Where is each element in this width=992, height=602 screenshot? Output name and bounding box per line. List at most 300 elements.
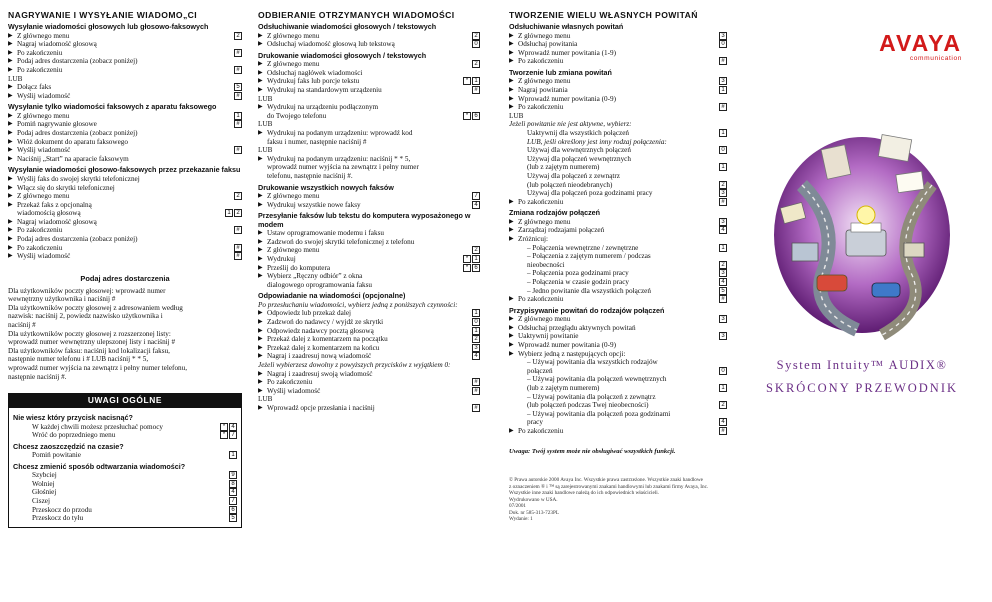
- step-text: Przekaż dalej z komentarzem na końcu: [267, 343, 380, 352]
- keypad-key: #: [719, 427, 727, 435]
- step-text: Z głównego menu: [17, 31, 70, 40]
- bullet-icon: ▶: [509, 58, 514, 65]
- key-group: [719, 287, 727, 295]
- keypad-key: 5: [229, 514, 237, 522]
- step-text: Wydrukuj faks lub porcje tekstu: [267, 77, 360, 86]
- key-group: [472, 309, 480, 317]
- bullet-icon: ▶: [8, 92, 13, 99]
- step-text: Po zakończeniu: [17, 48, 63, 57]
- bullet-icon: ▶: [509, 428, 514, 435]
- instruction-step: [8, 92, 242, 101]
- key-group: [229, 471, 237, 479]
- instruction-step: [8, 57, 242, 66]
- instruction-step: [8, 218, 242, 227]
- step-text: Nagraj wiadomość głosową: [17, 217, 97, 226]
- key-group: [719, 384, 727, 392]
- step-text: Wróć do poprzedniego menu: [32, 431, 116, 440]
- keypad-key: 4: [229, 423, 237, 431]
- step-text: – Połączenia poza godzinami pracy: [527, 269, 629, 278]
- key-group: [719, 261, 727, 269]
- step-text: Wprowadź numer powitania (0-9): [518, 94, 616, 103]
- key-group: [229, 497, 237, 505]
- key-group: [719, 40, 727, 48]
- bullet-icon: ▶: [509, 95, 514, 102]
- section-note: Jeżeli powitanie nie jest aktywne, wybierz:: [509, 120, 632, 129]
- bullet-icon: ▶: [258, 238, 263, 245]
- bullet-icon: [518, 358, 527, 359]
- bullet-icon: ▶: [258, 273, 263, 280]
- bullet-icon: ▶: [8, 155, 13, 162]
- key-group: [463, 264, 480, 272]
- step-text: Ustaw oprogramowanie modemu i faksu: [267, 229, 384, 238]
- keypad-key: 1: [234, 112, 242, 120]
- keypad-key: 4: [719, 278, 727, 286]
- step-text: – Połączenia z zajętym numerem / podczas: [527, 252, 651, 261]
- bullet-icon: ▶: [509, 316, 514, 323]
- step-text: Pomiń nagrywanie głosowe: [17, 120, 97, 129]
- step-text: Wydrukuj wszystkie nowe faksy: [267, 200, 361, 209]
- key-group: [719, 226, 727, 234]
- instruction-step: [509, 172, 727, 181]
- instruction-step: [509, 189, 727, 198]
- step-text: wiadomością głosową: [17, 209, 81, 218]
- instruction-step: [258, 86, 480, 95]
- bullet-icon: ▶: [8, 58, 13, 65]
- instruction-step: [258, 163, 480, 172]
- bullet-icon: [518, 244, 527, 245]
- instruction-step: [258, 77, 480, 86]
- instruction-step: [258, 255, 480, 264]
- key-group: [719, 244, 727, 252]
- bullet-icon: ▶: [509, 296, 514, 303]
- bullet-icon: ▶: [258, 32, 263, 39]
- step-text: pracy: [527, 418, 543, 427]
- bullet-icon: [8, 209, 17, 210]
- bullet-icon: [13, 471, 22, 472]
- bullet-icon: ▶: [258, 327, 263, 334]
- instruction-step: [509, 367, 727, 376]
- key-group: [234, 92, 242, 100]
- step-text: Wyślij faks do swojej skrytki telefonicznej: [17, 174, 140, 183]
- instruction-step: [258, 246, 480, 255]
- address-heading: Podaj adres dostarczenia: [80, 273, 170, 283]
- cover-panel: [740, 0, 984, 602]
- instruction-step: [13, 488, 237, 497]
- step-text: Po zakończeniu: [267, 378, 313, 387]
- instruction-step: [13, 480, 237, 489]
- bullet-icon: ▶: [258, 193, 263, 200]
- bullet-icon: ▶: [258, 264, 263, 271]
- key-group: [719, 77, 727, 85]
- step-text: Po zakończeniu: [518, 295, 564, 304]
- bullet-icon: [518, 252, 527, 253]
- instruction-step: [258, 309, 480, 318]
- or-label: LUB: [258, 94, 273, 103]
- product-name: System Intuity™ AUDIX®: [776, 358, 948, 372]
- instruction-step: [8, 49, 242, 58]
- bullet-icon: ▶: [509, 198, 514, 205]
- keypad-key: 7: [229, 497, 237, 505]
- bullet-icon: [13, 423, 22, 424]
- step-text: – Jedno powitanie dla wszystkich połączeń: [527, 286, 651, 295]
- system-note: Uwaga: Twój system może nie obsługiwać wszystkich funkcji.: [509, 447, 676, 455]
- bullet-icon: [518, 261, 527, 262]
- keypad-key: 9: [229, 471, 237, 479]
- key-group: [220, 431, 237, 439]
- key-group: [719, 332, 727, 340]
- key-group: [229, 514, 237, 522]
- step-text: Wyślij wiadomość: [17, 252, 71, 261]
- bullet-icon: ▶: [8, 138, 13, 145]
- keypad-key: 1: [472, 309, 480, 317]
- instruction-step: [509, 315, 727, 324]
- step-text: Szybciej: [32, 471, 57, 480]
- step-text: (lub połączeń nieodebranych): [527, 180, 613, 189]
- keypad-key: #: [234, 146, 242, 154]
- step-text: Wybierz jedną z następujących opcji:: [518, 349, 626, 358]
- key-group: [719, 315, 727, 323]
- bullet-icon: [13, 488, 22, 489]
- instruction-step: [258, 387, 480, 396]
- instruction-step: [8, 201, 242, 210]
- bullet-icon: [518, 163, 527, 164]
- instruction-step: [8, 66, 242, 75]
- key-group: [719, 86, 727, 94]
- key-group: [225, 209, 242, 217]
- instruction-step: [509, 401, 727, 410]
- bullet-icon: ▶: [8, 67, 13, 73]
- keypad-key: #: [472, 378, 480, 386]
- bullet-icon: ▶: [509, 324, 514, 331]
- instruction-step: [509, 86, 727, 95]
- instruction-step: [8, 209, 242, 218]
- key-group: [472, 246, 480, 254]
- keypad-key: #: [234, 92, 242, 100]
- bullet-icon: ▶: [509, 350, 514, 357]
- keypad-key: 5: [719, 287, 727, 295]
- step-text: Odpowiedz nadawcy pocztą głosową: [267, 326, 374, 335]
- instruction-step: [509, 77, 727, 86]
- instruction-step: [258, 192, 480, 201]
- step-text: Podaj adres dostarczenia (zobacz poniżej): [17, 235, 138, 244]
- bullet-icon: ▶: [258, 155, 263, 162]
- step-text: Zadzwoń do nadawcy / wyjdź ze skrytki: [267, 318, 384, 327]
- key-group: [719, 103, 727, 111]
- instruction-step: [258, 40, 480, 49]
- key-group: [463, 77, 480, 85]
- key-group: [719, 32, 727, 40]
- step-text: Po zakończeniu: [17, 243, 63, 252]
- keypad-key: #: [719, 103, 727, 111]
- step-text: Z głównego menu: [267, 31, 320, 40]
- instruction-step: [509, 427, 727, 436]
- step-text: Z głównego menu: [518, 31, 571, 40]
- keypad-key: 3: [719, 269, 727, 277]
- keypad-key: 3: [719, 315, 727, 323]
- instruction-step: [509, 49, 727, 58]
- bullet-icon: ▶: [258, 230, 263, 237]
- instruction-step: [258, 172, 480, 181]
- bullet-icon: [518, 418, 527, 419]
- bullet-icon: ▶: [8, 253, 13, 260]
- step-text: – Używaj powitania dla połączeń z zewnątrz: [527, 392, 656, 401]
- or-label: LUB: [258, 120, 273, 129]
- bullet-icon: [258, 112, 267, 113]
- keypad-key: 2: [472, 60, 480, 68]
- bullet-icon: [518, 269, 527, 270]
- instruction-step: [8, 252, 242, 261]
- bullet-icon: ▶: [509, 87, 514, 94]
- step-text: telefonu, następnie naciśnij #.: [267, 172, 353, 181]
- keypad-key: #: [472, 387, 480, 395]
- instruction-step: [13, 514, 237, 523]
- keypad-key: 6: [229, 506, 237, 514]
- or-label: LUB: [258, 395, 273, 404]
- bullet-icon: ▶: [509, 333, 514, 340]
- instruction-step: [509, 181, 727, 190]
- address-line: następnie numer telefonu i # LUB naciśnij * * 5,: [8, 355, 149, 364]
- step-text: – Używaj powitania dla wszystkich rodzajów: [527, 358, 658, 367]
- keypad-key: 1: [719, 163, 727, 171]
- step-text: Wydrukuj na podanym urządzeniu: naciśnij * * 5,: [267, 154, 411, 163]
- step-text: Po zakończeniu: [518, 197, 564, 206]
- keypad-key: 2: [234, 209, 242, 217]
- instruction-step: [8, 192, 242, 201]
- keypad-key: 1: [472, 77, 480, 85]
- step-text: Odsłuchaj powitania: [518, 40, 578, 49]
- instruction-step: [509, 95, 727, 104]
- legal-fine-print: [509, 477, 727, 523]
- bullet-icon: ▶: [509, 236, 514, 243]
- keypad-key: 7: [229, 431, 237, 439]
- instruction-step: [258, 272, 480, 281]
- keypad-key: 1: [719, 86, 727, 94]
- instruction-step: [509, 198, 727, 207]
- step-text: Wprowadź opcje przesłania i naciśnij: [267, 404, 375, 413]
- column-send: [8, 10, 242, 528]
- keypad-key: #: [719, 57, 727, 65]
- instruction-step: [509, 226, 727, 235]
- keypad-key: 2: [472, 246, 480, 254]
- step-text: – Używaj powitania dla połączeń poza godzinami: [527, 409, 671, 418]
- fine-print-line: Wydrukowano w USA.: [509, 496, 558, 503]
- instruction-step: [8, 244, 242, 253]
- instruction-step: [258, 229, 480, 238]
- step-text: Uaktywnij powitanie: [518, 332, 579, 341]
- bullet-icon: [518, 287, 527, 288]
- instruction-step: [258, 155, 480, 164]
- or-label: LUB: [8, 74, 23, 83]
- key-group: [719, 295, 727, 303]
- key-group: [229, 506, 237, 514]
- instruction-step: [8, 146, 242, 155]
- instruction-step: [509, 418, 727, 427]
- step-text: Używaj dla wewnętrznych połączeń: [527, 146, 631, 155]
- instruction-step: [258, 103, 480, 112]
- bullet-icon: ▶: [258, 104, 263, 111]
- section-heading: Przesyłanie faksów lub tekstu do komputera wyposażonego w modem: [258, 211, 471, 229]
- key-group: [472, 60, 480, 68]
- step-text: W każdej chwili możesz przesłuchać pomocy: [32, 422, 163, 431]
- instruction-step: [258, 344, 480, 353]
- step-text: Włącz się do skrytki telefonicznej: [17, 183, 115, 192]
- key-group: [472, 318, 480, 326]
- instruction-step: [8, 120, 242, 129]
- keypad-key: 0: [472, 318, 480, 326]
- key-group: [472, 40, 480, 48]
- key-group: [463, 112, 480, 120]
- bullet-icon: [518, 189, 527, 190]
- bullet-icon: ▶: [8, 49, 13, 56]
- bullet-icon: ▶: [509, 218, 514, 225]
- keypad-key: 0: [719, 367, 727, 375]
- instruction-step: [8, 112, 242, 121]
- instruction-step: [509, 332, 727, 341]
- key-group: [472, 86, 480, 94]
- address-line: wprowadź numer wewnętrzny ulepszonej listy i naciśnij #: [8, 338, 176, 347]
- key-group: [472, 352, 480, 360]
- bullet-icon: [518, 393, 527, 394]
- step-text: Naciśnij „Start” na aparacie faksowym: [17, 154, 129, 163]
- step-text: faksu i numer, następnie naciśnij #: [267, 137, 367, 146]
- step-text: nieobecności: [527, 260, 565, 269]
- keypad-key: #: [719, 198, 727, 206]
- bullet-icon: ▶: [258, 247, 263, 254]
- step-text: Wydrukuj na podanym urządzeniu: wprowadź kod: [267, 129, 413, 138]
- step-text: Po zakończeniu: [17, 226, 63, 235]
- instruction-step: [8, 175, 242, 184]
- instruction-step: [8, 129, 242, 138]
- section-title: NAGRYWANIE I WYSYŁANIE WIADOMO„CI: [8, 10, 198, 20]
- keypad-key: 6: [472, 264, 480, 272]
- keypad-key: #: [719, 295, 727, 303]
- instruction-step: [258, 69, 480, 78]
- section-title: ODBIERANIE OTRZYMANYCH WIADOMOŚCI: [258, 10, 455, 20]
- bullet-icon: [518, 401, 527, 402]
- section-heading: Wysyłanie wiadomości głosowych lub głosowo-faksowych: [8, 22, 209, 32]
- step-text: Wprowadź numer powitania (1-9): [518, 48, 616, 57]
- instruction-step: [258, 335, 480, 344]
- key-group: [234, 49, 242, 57]
- section-heading: Przypisywanie powitań do rodzajów połączeń: [509, 305, 665, 315]
- instruction-step: [13, 451, 237, 460]
- bullet-icon: ▶: [258, 353, 263, 360]
- fine-print-line: Wydanie: 1: [509, 516, 533, 523]
- step-text: Używaj dla połączeń poza godzinami pracy: [527, 189, 653, 198]
- bullet-icon: ▶: [258, 344, 263, 351]
- bullet-icon: [518, 384, 527, 385]
- keypad-key: *: [220, 423, 228, 431]
- section-heading: Zmiana rodzajów połączeń: [509, 208, 601, 218]
- step-text: (lub z zajętym numerem): [527, 163, 600, 172]
- step-text: Wydrukuj: [267, 255, 296, 264]
- box-question: Chcesz zaoszczędzić na czasie?: [13, 441, 124, 451]
- key-group: [472, 404, 480, 412]
- key-group: [719, 269, 727, 277]
- bullet-icon: ▶: [258, 41, 263, 48]
- general-notes-box: [8, 393, 242, 528]
- bullet-icon: [258, 281, 267, 282]
- bullet-icon: ▶: [8, 130, 13, 137]
- bullet-icon: ▶: [8, 32, 13, 39]
- step-text: Zadzwoń do swojej skrytki telefonicznej z telefonu: [267, 237, 415, 246]
- step-text: Z głównego menu: [267, 60, 320, 69]
- section-heading: Wysyłanie wiadomości głosowo-faksowych przez przekazanie faksu: [8, 165, 241, 175]
- bullet-icon: ▶: [8, 175, 13, 182]
- bullet-icon: ▶: [258, 387, 263, 394]
- keypad-key: 2: [234, 192, 242, 200]
- bullet-icon: ▶: [258, 319, 263, 326]
- keypad-key: *: [463, 112, 471, 120]
- key-group: [234, 83, 242, 91]
- instruction-step: [509, 384, 727, 393]
- instruction-step: [258, 201, 480, 210]
- key-group: [719, 198, 727, 206]
- keypad-key: 4: [719, 418, 727, 426]
- step-text: Po zakończeniu: [518, 103, 564, 112]
- instruction-step: [509, 129, 727, 138]
- keypad-key: #: [234, 49, 242, 57]
- instruction-step: [509, 350, 727, 359]
- address-line: naciśnij #: [8, 320, 36, 329]
- avaya-logo: [879, 30, 962, 63]
- step-text: Przeskocz do przodu: [32, 505, 92, 514]
- step-text: Z głównego menu: [17, 192, 70, 201]
- keypad-key: 1: [472, 255, 480, 263]
- instruction-step: [258, 138, 480, 147]
- key-group: [719, 418, 727, 426]
- bullet-icon: ▶: [509, 104, 514, 111]
- key-group: [220, 423, 237, 431]
- keypad-key: *: [463, 255, 471, 263]
- step-text: Dołącz faks: [17, 83, 52, 92]
- logo-wordmark: AVAYA: [879, 30, 962, 56]
- step-text: Zróżnicuj:: [518, 235, 548, 244]
- step-text: Po zakończeniu: [518, 57, 564, 66]
- fine-print-line: Dok. nr 585-313-723PL: [509, 509, 559, 516]
- instruction-step: [258, 60, 480, 69]
- bullet-icon: [518, 146, 527, 147]
- instruction-step: [258, 281, 480, 290]
- keypad-key: 1: [719, 384, 727, 392]
- key-group: [229, 451, 237, 459]
- instruction-step: [509, 40, 727, 49]
- key-group: [234, 226, 242, 234]
- key-group: [234, 244, 242, 252]
- step-text: Wolniej: [32, 479, 55, 488]
- step-text: Prześlij do komputera: [267, 263, 331, 272]
- bullet-icon: ▶: [258, 379, 263, 386]
- keypad-key: 2: [472, 32, 480, 40]
- instruction-step: [509, 146, 727, 155]
- column-greetings: [509, 10, 727, 523]
- step-text: Wyślij wiadomość: [17, 91, 71, 100]
- instruction-step: [509, 324, 727, 333]
- bullet-icon: [13, 451, 22, 452]
- key-group: [719, 163, 727, 171]
- instruction-step: [509, 155, 727, 164]
- or-label: LUB: [258, 146, 273, 155]
- key-group: [472, 201, 480, 209]
- key-group: [234, 66, 242, 74]
- step-text: Ciszej: [32, 497, 50, 506]
- keypad-key: 0: [719, 40, 727, 48]
- address-line: nazwisk: naciśnij 2, powiedz nazwisko użytkownika i: [8, 312, 163, 321]
- instruction-step: [13, 471, 237, 480]
- instruction-step: [258, 370, 480, 379]
- key-group: [234, 120, 242, 128]
- key-group: [719, 367, 727, 375]
